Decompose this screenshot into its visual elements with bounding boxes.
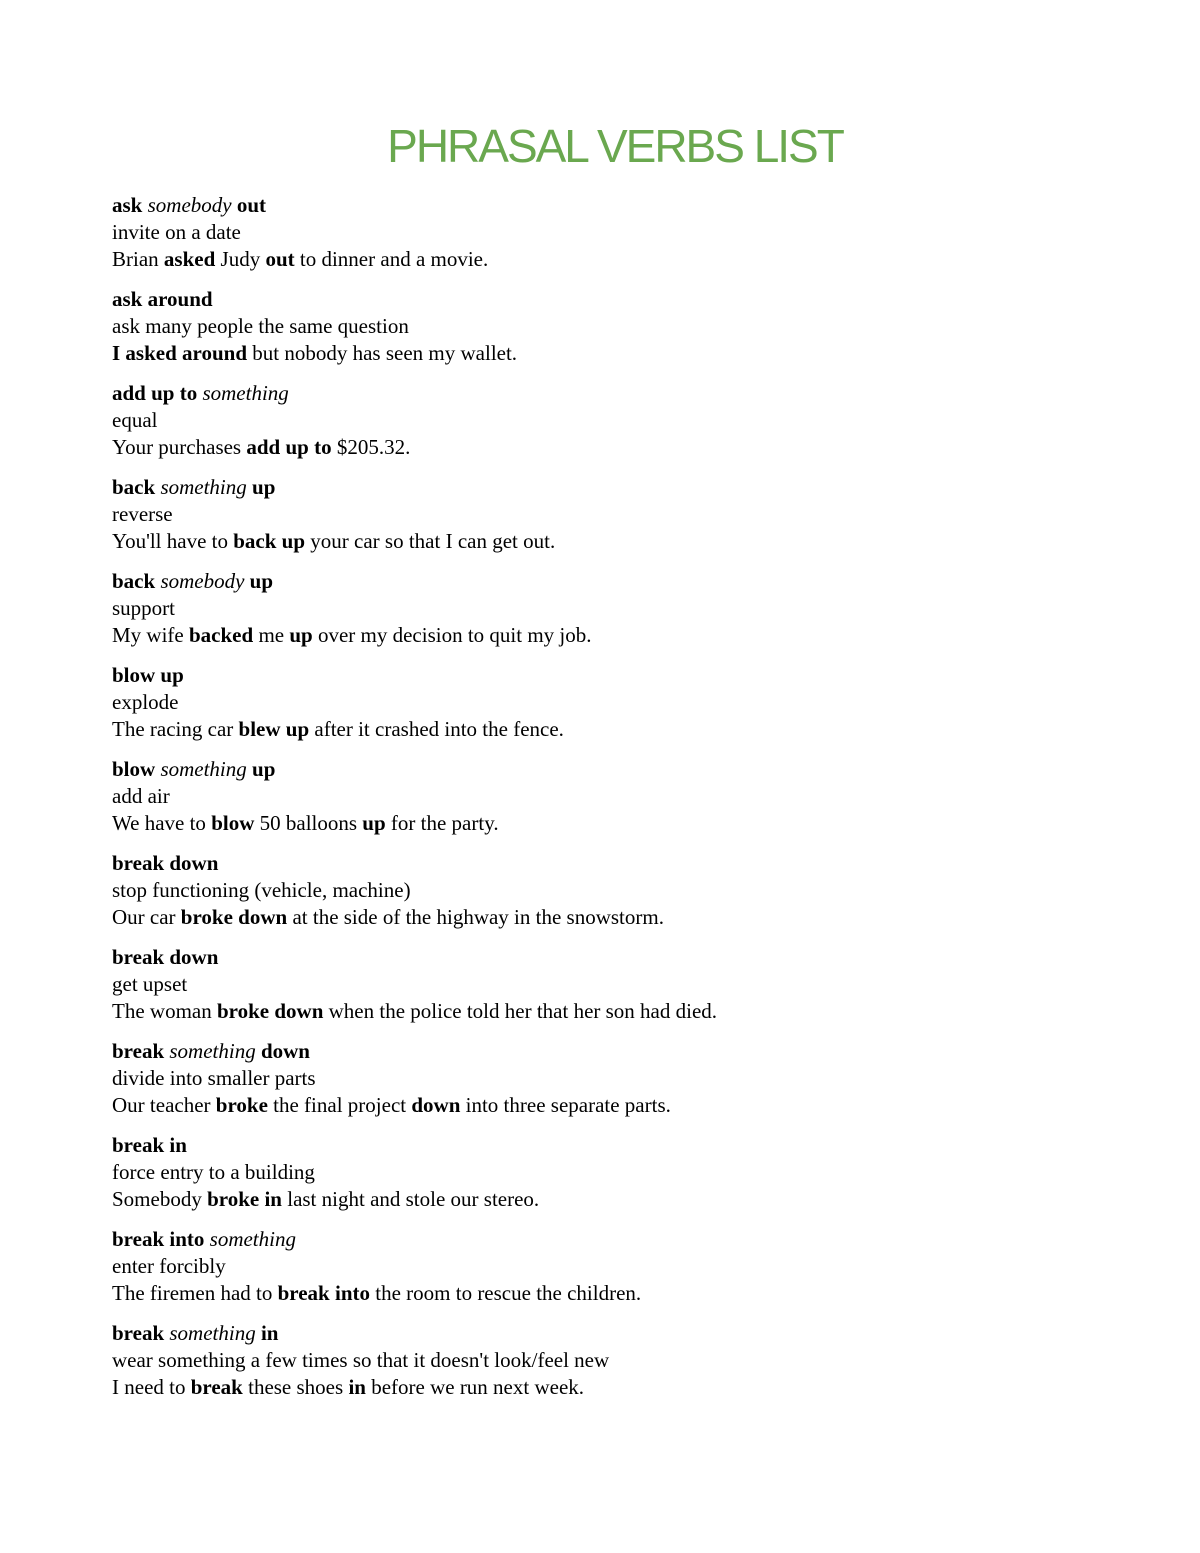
phrasal-verb-entry bbox=[112, 944, 1112, 1025]
text-run: My wife bbox=[112, 623, 189, 647]
phrasal-verb-entry bbox=[112, 474, 1112, 555]
bold-text: out bbox=[231, 193, 267, 217]
bold-text: blow bbox=[112, 757, 161, 781]
phrasal-verb-heading bbox=[112, 286, 1112, 313]
bold-text: up bbox=[289, 623, 313, 647]
phrasal-verb-heading bbox=[112, 756, 1112, 783]
italic-text: something bbox=[160, 757, 247, 781]
phrasal-verb-heading bbox=[112, 944, 1112, 971]
text-run: when the police told her that her son had died. bbox=[323, 999, 718, 1023]
bold-text: break bbox=[112, 1039, 170, 1063]
text-run: but nobody has seen my wallet. bbox=[247, 341, 518, 365]
phrasal-verb-entry bbox=[112, 662, 1112, 743]
text-run: these shoes bbox=[242, 1375, 349, 1399]
phrasal-verb-heading bbox=[112, 474, 1112, 501]
bold-text: broke down bbox=[180, 905, 288, 929]
bold-text: blow bbox=[211, 811, 255, 835]
text-run: me bbox=[253, 623, 290, 647]
phrasal-verb-heading bbox=[112, 662, 1112, 689]
text-run: over my decision to quit my job. bbox=[312, 623, 592, 647]
example-sentence bbox=[112, 904, 1112, 931]
text-run: Judy bbox=[215, 247, 266, 271]
phrasal-verb-heading bbox=[112, 1132, 1112, 1159]
bold-text: up bbox=[246, 475, 276, 499]
italic-text: something bbox=[160, 475, 247, 499]
text-run: after it crashed into the fence. bbox=[309, 717, 564, 741]
text-run: Our teacher bbox=[112, 1093, 216, 1117]
bold-text: out bbox=[265, 247, 295, 271]
text-run: Your purchases bbox=[112, 435, 247, 459]
bold-text: break in bbox=[112, 1133, 187, 1157]
phrasal-verb-entry bbox=[112, 1132, 1112, 1213]
italic-text: something bbox=[209, 1227, 296, 1251]
phrasal-verb-heading bbox=[112, 380, 1112, 407]
italic-text: somebody bbox=[160, 569, 245, 593]
bold-text: break into bbox=[112, 1227, 210, 1251]
bold-text: break into bbox=[277, 1281, 370, 1305]
definition: equal bbox=[112, 408, 158, 432]
phrasal-verb-entry bbox=[112, 850, 1112, 931]
definition: support bbox=[112, 596, 175, 620]
phrasal-verb-entry bbox=[112, 1038, 1112, 1119]
definition: stop functioning (vehicle, machine) bbox=[112, 878, 411, 902]
bold-text: in bbox=[348, 1375, 366, 1399]
italic-text: something bbox=[169, 1321, 256, 1345]
bold-text: add up to bbox=[246, 435, 332, 459]
example-sentence bbox=[112, 1374, 1112, 1401]
bold-text: back bbox=[112, 569, 161, 593]
bold-text: up bbox=[246, 757, 276, 781]
entry-list bbox=[112, 192, 1112, 1414]
bold-text: break down bbox=[112, 945, 219, 969]
phrasal-verb-heading bbox=[112, 568, 1112, 595]
example-sentence bbox=[112, 810, 1112, 837]
phrasal-verb-entry bbox=[112, 1320, 1112, 1401]
example-sentence bbox=[112, 998, 1112, 1025]
definition: ask many people the same question bbox=[112, 314, 409, 338]
text-run: the final project bbox=[267, 1093, 412, 1117]
definition: invite on a date bbox=[112, 220, 241, 244]
bold-text: blow up bbox=[112, 663, 184, 687]
bold-text: blew up bbox=[238, 717, 310, 741]
definition: add air bbox=[112, 784, 170, 808]
example-sentence bbox=[112, 528, 1112, 555]
text-run: The woman bbox=[112, 999, 217, 1023]
text-run: last night and stole our stereo. bbox=[281, 1187, 540, 1211]
italic-text: something bbox=[169, 1039, 256, 1063]
text-run: We have to bbox=[112, 811, 212, 835]
text-run: $205.32. bbox=[331, 435, 411, 459]
definition: explode bbox=[112, 690, 179, 714]
text-run: for the party. bbox=[385, 811, 499, 835]
phrasal-verb-heading bbox=[112, 192, 1112, 219]
page-title: PHRASAL VERBS LIST bbox=[387, 120, 843, 172]
text-run: Somebody bbox=[112, 1187, 208, 1211]
phrasal-verb-entry bbox=[112, 756, 1112, 837]
example-sentence bbox=[112, 434, 1112, 461]
text-run: to dinner and a movie. bbox=[294, 247, 489, 271]
bold-text: back up bbox=[233, 529, 306, 553]
bold-text: asked bbox=[163, 247, 216, 271]
example-sentence bbox=[112, 622, 1112, 649]
bold-text: down bbox=[255, 1039, 310, 1063]
bold-text: break bbox=[112, 1321, 170, 1345]
phrasal-verb-heading bbox=[112, 850, 1112, 877]
definition: enter forcibly bbox=[112, 1254, 226, 1278]
definition: wear something a few times so that it doesn't look/feel new bbox=[112, 1348, 610, 1372]
text-run: before we run next week. bbox=[365, 1375, 585, 1399]
bold-text: break bbox=[190, 1375, 243, 1399]
text-run: The firemen had to bbox=[112, 1281, 278, 1305]
bold-text: broke bbox=[215, 1093, 268, 1117]
text-run: I need to bbox=[112, 1375, 191, 1399]
bold-text: down bbox=[411, 1093, 461, 1117]
example-sentence bbox=[112, 1280, 1112, 1307]
text-run: The racing car bbox=[112, 717, 239, 741]
text-run: into three separate parts. bbox=[460, 1093, 671, 1117]
bold-text: back bbox=[112, 475, 161, 499]
bold-text: ask bbox=[112, 193, 148, 217]
bold-text: broke in bbox=[207, 1187, 282, 1211]
phrasal-verb-entry bbox=[112, 286, 1112, 367]
phrasal-verb-entry bbox=[112, 1226, 1112, 1307]
example-sentence bbox=[112, 1092, 1112, 1119]
bold-text: add up to bbox=[112, 381, 203, 405]
definition: force entry to a building bbox=[112, 1160, 315, 1184]
bold-text: up bbox=[362, 811, 386, 835]
italic-text: somebody bbox=[147, 193, 232, 217]
phrasal-verb-heading bbox=[112, 1320, 1112, 1347]
text-run: You'll have to bbox=[112, 529, 234, 553]
phrasal-verb-entry bbox=[112, 380, 1112, 461]
definition: get upset bbox=[112, 972, 188, 996]
bold-text: break down bbox=[112, 851, 219, 875]
text-run: 50 balloons bbox=[254, 811, 363, 835]
bold-text: broke down bbox=[216, 999, 324, 1023]
example-sentence bbox=[112, 246, 1112, 273]
definition: reverse bbox=[112, 502, 173, 526]
bold-text: in bbox=[255, 1321, 279, 1345]
bold-text: backed bbox=[189, 623, 254, 647]
phrasal-verb-entry bbox=[112, 192, 1112, 273]
phrasal-verb-heading bbox=[112, 1226, 1112, 1253]
italic-text: something bbox=[202, 381, 289, 405]
text-run: your car so that I can get out. bbox=[305, 529, 556, 553]
example-sentence bbox=[112, 340, 1112, 367]
phrasal-verb-entry bbox=[112, 568, 1112, 649]
text-run: the room to rescue the children. bbox=[370, 1281, 642, 1305]
text-run: Brian bbox=[112, 247, 164, 271]
bold-text: up bbox=[244, 569, 274, 593]
bold-text: I asked around bbox=[112, 341, 248, 365]
phrasal-verb-heading bbox=[112, 1038, 1112, 1065]
text-run: at the side of the highway in the snowstorm. bbox=[287, 905, 664, 929]
bold-text: ask around bbox=[112, 287, 213, 311]
example-sentence bbox=[112, 716, 1112, 743]
definition: divide into smaller parts bbox=[112, 1066, 316, 1090]
example-sentence bbox=[112, 1186, 1112, 1213]
text-run: Our car bbox=[112, 905, 181, 929]
